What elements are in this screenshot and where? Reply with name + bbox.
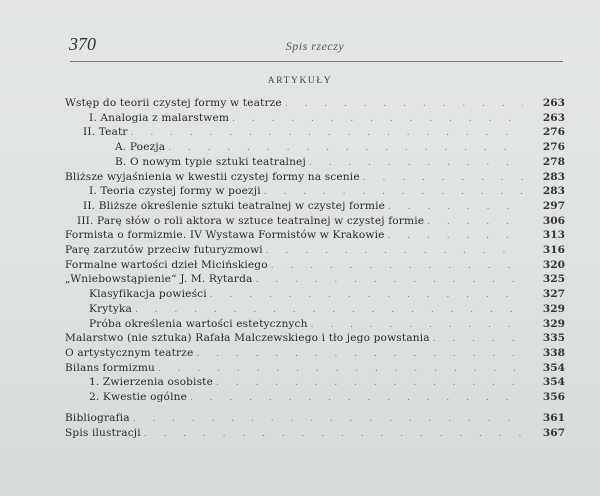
toc-entry-label: „Wniebowstąpienie“ J. M. Rytarda (65, 273, 253, 286)
toc-entry (65, 125, 565, 140)
toc-entry-page: 338 (542, 346, 565, 359)
toc-entry-page: 335 (542, 332, 565, 345)
toc-entry (65, 346, 565, 361)
toc-entry (65, 390, 565, 405)
toc-entry (65, 228, 565, 243)
toc-entry-page: 297 (542, 199, 565, 212)
toc-entry-label: O artystycznym teatrze (65, 346, 194, 359)
toc-entry-page: 278 (542, 155, 565, 168)
toc-entry (65, 411, 565, 426)
toc-entry-page: 276 (542, 141, 565, 154)
toc-entry-label: A. Poezja (115, 141, 166, 154)
toc-entry-label: III. Parę słów o roli aktora w sztuce teatralnej w czystej formie (77, 214, 425, 227)
running-title: Spis rzeczy (285, 39, 345, 53)
toc-entry-page: 283 (542, 170, 565, 183)
toc-entry-page: 327 (542, 288, 565, 301)
toc-entry (65, 184, 565, 199)
toc-entry-page: 316 (542, 244, 565, 256)
toc-entry (65, 155, 565, 170)
toc-entry (65, 199, 565, 214)
toc-entry (65, 361, 565, 376)
toc-entry-label: Bibliografia (65, 412, 130, 424)
toc-entry-page: 361 (542, 412, 565, 424)
page-number: 370 (69, 34, 96, 54)
toc-entry-label: B. O nowym typie sztuki teatralnej (115, 155, 306, 168)
toc-entry-label: Parę zarzutów przeciw futuryzmowi (65, 244, 263, 256)
toc-entry-label: Malarstwo (nie sztuka) Rafała Malczewskiego i tło jego powstania (65, 332, 430, 345)
toc-entry (65, 170, 565, 185)
toc-entry-page: 329 (542, 302, 565, 315)
toc-entry-page: 356 (542, 391, 565, 403)
toc-entry-label: Krytyka (89, 302, 132, 315)
toc-entry-label: I. Analogia z malarstwem (89, 111, 230, 124)
toc-entry (65, 140, 565, 155)
toc-entry-label: Formalne wartości dzieł Micińskiego (65, 258, 268, 271)
toc-entry-label: II. Bliższe określenie sztuki teatralnej w czystej formie (83, 199, 386, 212)
toc-entry-label: I. Teoria czystej formy w poezji (89, 185, 261, 198)
toc-entry-label: II. Teatr (83, 126, 128, 139)
toc-entry-page: 276 (542, 126, 565, 139)
dot-leader (144, 427, 523, 442)
toc-entry-page: 367 (542, 426, 565, 439)
toc-entry-page: 329 (542, 317, 565, 330)
toc-entry (65, 426, 565, 441)
toc-entry-label: Bliższe wyjaśnienia w kwestii czystej formy na scenie (65, 170, 360, 183)
section-title: ARTYKUŁY (267, 76, 333, 86)
toc-entry-page: 354 (542, 376, 565, 389)
toc-entry (65, 317, 565, 332)
toc-entry (65, 302, 565, 317)
toc-entry-label: 2. Kwestie ogólne (89, 391, 188, 403)
toc-entry-page: 325 (542, 273, 565, 286)
toc-entry-label: Bilans formizmu (65, 361, 156, 374)
toc-entry (65, 96, 565, 111)
toc-entry-page: 313 (542, 229, 565, 242)
toc-entry-label: Próba określenia wartości estetycznych (89, 317, 308, 330)
page-header (69, 34, 561, 62)
toc-entry (65, 272, 565, 287)
toc-entry-label: Wstęp do teorii czystej formy w teatrze (65, 97, 282, 109)
toc-entry (65, 243, 565, 258)
toc-entry (65, 331, 565, 346)
toc-entry-page: 354 (542, 361, 565, 374)
toc-entry (65, 258, 565, 273)
toc-entry-label: Klasyfikacja powieści (89, 288, 207, 301)
toc-entry (65, 111, 565, 126)
toc-entry (65, 214, 565, 229)
toc-entry-label: 1. Zwierzenia osobiste (89, 376, 213, 389)
toc-entry-page: 283 (542, 185, 565, 198)
header-rule (70, 61, 563, 62)
toc-entry-page: 320 (542, 258, 565, 271)
toc-entry-page: 306 (542, 214, 565, 227)
toc-entry-page: 263 (542, 111, 565, 124)
toc-entry (65, 375, 565, 390)
toc-entry (65, 287, 565, 302)
toc-entry-label: Spis ilustracji (65, 426, 141, 439)
toc-entry-label: Formista o formizmie. IV Wystawa Formistów w Krakowie (65, 229, 385, 242)
dot-leader (190, 391, 523, 406)
toc-entry-page: 263 (542, 97, 565, 109)
